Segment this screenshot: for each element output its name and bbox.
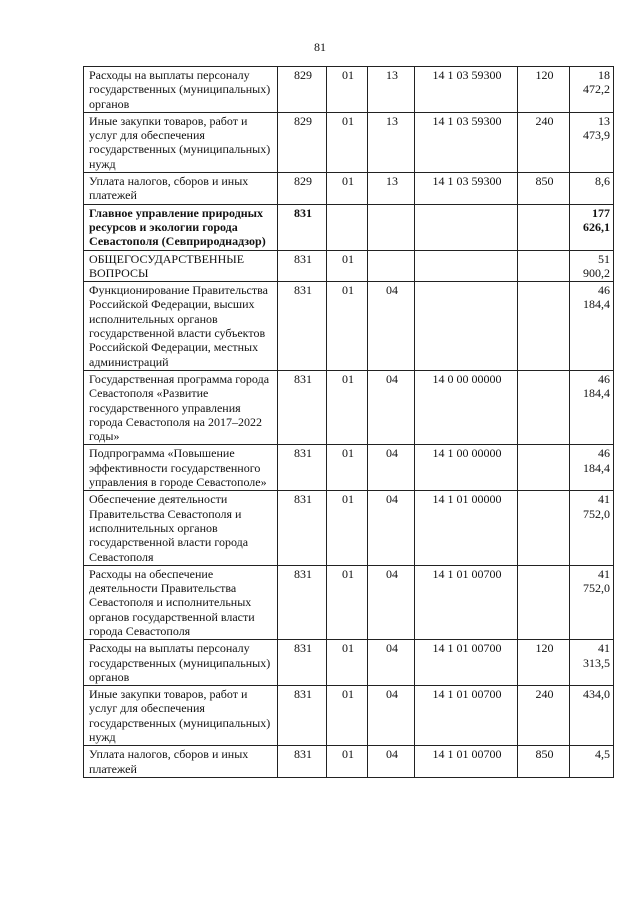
row-target-article-cell [415,250,518,282]
row-subsection-cell: 04 [368,282,415,371]
row-subsection-cell: 13 [368,67,415,113]
row-subsection-cell [368,250,415,282]
row-subsection-cell: 04 [368,640,415,686]
row-target-article-cell: 14 0 00 00000 [415,370,518,444]
row-ved-cell: 831 [278,445,327,491]
row-subsection-cell: 04 [368,445,415,491]
row-target-article-cell: 14 1 03 59300 [415,112,518,172]
row-target-article-cell: 14 1 03 59300 [415,173,518,205]
row-name-cell: Обеспечение деятельности Правительства Севастополя и исполнительных органов государственной власти города Севастополя [84,491,278,565]
table-row [84,491,614,565]
row-expense-type-cell [518,491,570,565]
row-subsection-cell: 04 [368,565,415,639]
row-subsection-cell: 04 [368,491,415,565]
row-amount-cell: 434,0 [570,686,614,746]
row-ved-cell: 829 [278,173,327,205]
row-amount-cell: 41 752,0 [570,565,614,639]
row-ved-cell: 831 [278,282,327,371]
budget-table-body [84,67,614,778]
budget-table [83,66,614,778]
row-name-cell: Государственная программа города Севастополя «Развитие государственного управления города Севастополя на 2017–2022 годы» [84,370,278,444]
row-expense-type-cell [518,565,570,639]
row-section-cell: 01 [327,491,368,565]
row-ved-cell: 831 [278,686,327,746]
row-target-article-cell: 14 1 01 00700 [415,746,518,778]
row-ved-cell: 831 [278,491,327,565]
row-subsection-cell: 13 [368,112,415,172]
row-section-cell: 01 [327,250,368,282]
row-amount-cell: 8,6 [570,173,614,205]
row-expense-type-cell [518,250,570,282]
row-amount-cell: 13 473,9 [570,112,614,172]
row-ved-cell: 831 [278,370,327,444]
row-name-cell: Уплата налогов, сборов и иных платежей [84,173,278,205]
row-name-cell: Подпрограмма «Повышение эффективности государственного управления в городе Севастополе» [84,445,278,491]
table-row [84,370,614,444]
row-ved-cell: 831 [278,250,327,282]
row-expense-type-cell [518,282,570,371]
table-row [84,173,614,205]
row-amount-cell: 46 184,4 [570,282,614,371]
row-name-cell: Расходы на обеспечение деятельности Правительства Севастополя и исполнительных органов государственной власти города Севастополя [84,565,278,639]
row-ved-cell: 831 [278,565,327,639]
row-section-cell: 01 [327,445,368,491]
row-name-cell: Главное управление природных ресурсов и экологии города Севастополя (Севприроднадзор) [84,204,278,250]
row-ved-cell: 831 [278,204,327,250]
table-row [84,565,614,639]
row-expense-type-cell: 850 [518,746,570,778]
row-amount-cell: 177 626,1 [570,204,614,250]
row-amount-cell: 51 900,2 [570,250,614,282]
page-number: 81 [314,40,326,54]
row-expense-type-cell [518,445,570,491]
row-name-cell: ОБЩЕГОСУДАРСТВЕННЫЕ ВОПРОСЫ [84,250,278,282]
row-name-cell: Расходы на выплаты персоналу государственных (муниципальных) органов [84,640,278,686]
row-section-cell: 01 [327,686,368,746]
row-ved-cell: 829 [278,112,327,172]
row-target-article-cell: 14 1 01 00700 [415,565,518,639]
table-row [84,250,614,282]
table-row [84,686,614,746]
row-amount-cell: 41 313,5 [570,640,614,686]
row-subsection-cell: 04 [368,746,415,778]
row-subsection-cell: 04 [368,370,415,444]
row-expense-type-cell [518,204,570,250]
row-expense-type-cell: 240 [518,112,570,172]
row-section-cell: 01 [327,67,368,113]
row-target-article-cell [415,204,518,250]
row-name-cell: Расходы на выплаты персоналу государственных (муниципальных) органов [84,67,278,113]
row-section-cell: 01 [327,640,368,686]
row-target-article-cell: 14 1 01 00000 [415,491,518,565]
table-row [84,204,614,250]
row-section-cell: 01 [327,565,368,639]
row-name-cell: Иные закупки товаров, работ и услуг для обеспечения государственных (муниципальных) нужд [84,686,278,746]
row-target-article-cell [415,282,518,371]
row-amount-cell: 41 752,0 [570,491,614,565]
row-expense-type-cell: 240 [518,686,570,746]
row-amount-cell: 46 184,4 [570,370,614,444]
row-name-cell: Иные закупки товаров, работ и услуг для обеспечения государственных (муниципальных) нужд [84,112,278,172]
row-section-cell: 01 [327,112,368,172]
table-row [84,445,614,491]
table-row [84,746,614,778]
row-expense-type-cell: 120 [518,67,570,113]
row-expense-type-cell [518,370,570,444]
row-section-cell: 01 [327,746,368,778]
row-section-cell: 01 [327,370,368,444]
row-section-cell: 01 [327,282,368,371]
row-subsection-cell: 04 [368,686,415,746]
row-target-article-cell: 14 1 03 59300 [415,67,518,113]
row-target-article-cell: 14 1 00 00000 [415,445,518,491]
row-section-cell: 01 [327,173,368,205]
row-ved-cell: 831 [278,640,327,686]
row-amount-cell: 46 184,4 [570,445,614,491]
row-expense-type-cell: 850 [518,173,570,205]
row-amount-cell: 18 472,2 [570,67,614,113]
row-ved-cell: 831 [278,746,327,778]
row-expense-type-cell: 120 [518,640,570,686]
table-row [84,282,614,371]
table-row [84,67,614,113]
row-ved-cell: 829 [278,67,327,113]
row-subsection-cell: 13 [368,173,415,205]
row-target-article-cell: 14 1 01 00700 [415,640,518,686]
row-section-cell [327,204,368,250]
row-amount-cell: 4,5 [570,746,614,778]
table-row [84,112,614,172]
row-name-cell: Функционирование Правительства Российской Федерации, высших исполнительных органов государственной власти субъектов Российской Федерации, местных администраций [84,282,278,371]
row-name-cell: Уплата налогов, сборов и иных платежей [84,746,278,778]
row-target-article-cell: 14 1 01 00700 [415,686,518,746]
table-row [84,640,614,686]
row-subsection-cell [368,204,415,250]
